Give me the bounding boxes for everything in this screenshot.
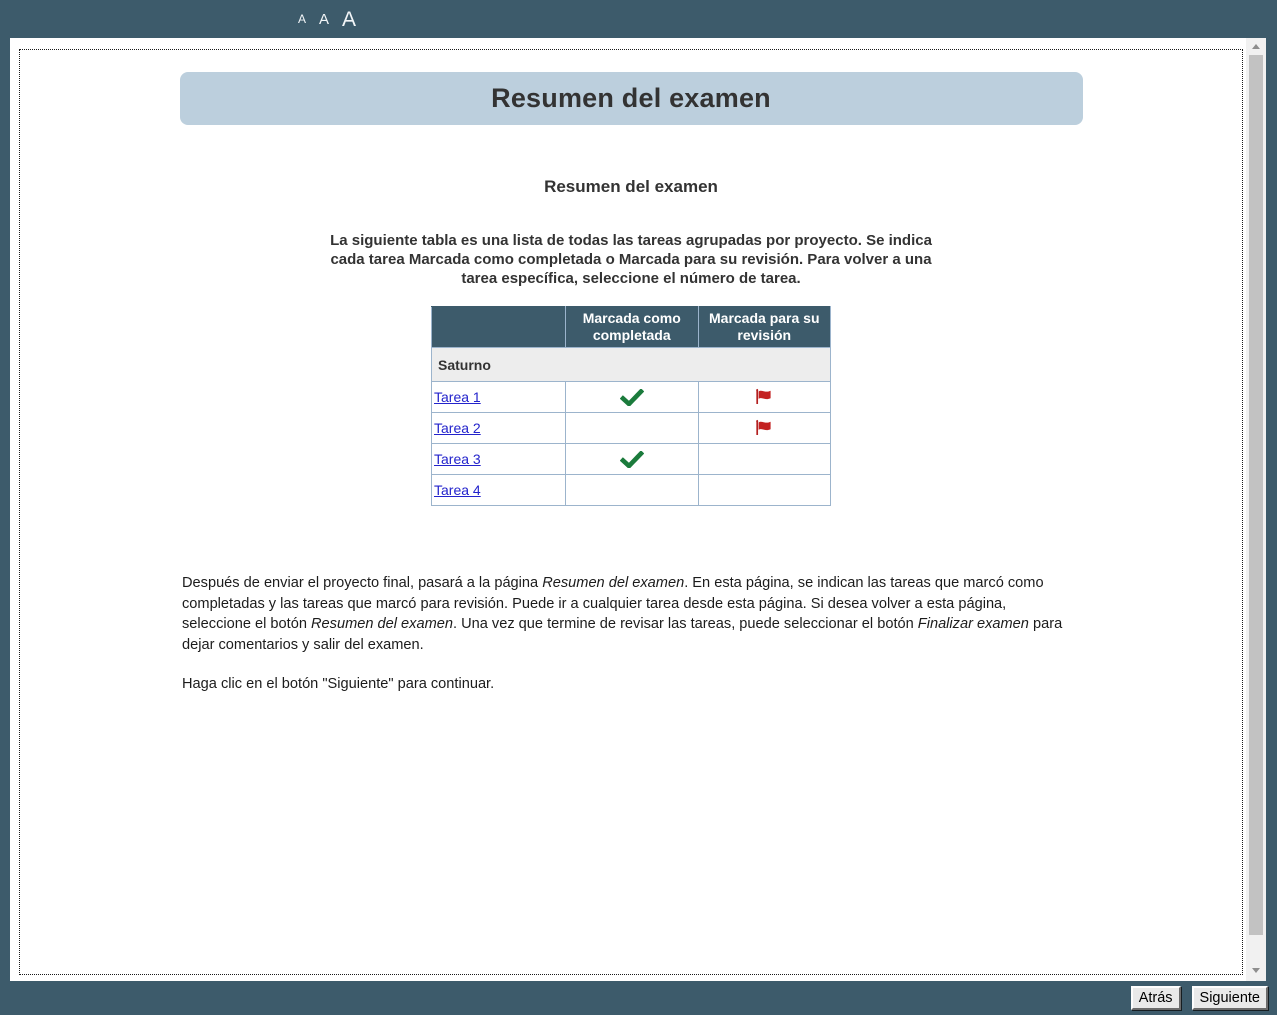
table-row <box>432 475 831 506</box>
font-size-large-button[interactable]: A <box>342 7 357 31</box>
completed-cell <box>566 413 699 444</box>
header-task <box>432 307 566 348</box>
check-icon <box>620 389 644 406</box>
scrollbar-thumb[interactable] <box>1249 55 1263 935</box>
task-link[interactable]: Tarea 4 <box>434 482 481 498</box>
review-cell <box>698 475 831 506</box>
content-window <box>10 38 1266 981</box>
completed-cell <box>566 382 699 413</box>
header-review: Marcada para su revisión <box>698 307 831 348</box>
completed-cell <box>566 475 699 506</box>
check-icon <box>620 451 644 468</box>
task-cell <box>432 475 566 506</box>
group-row <box>432 348 831 382</box>
scroll-down-button[interactable] <box>1246 962 1266 978</box>
intro-text: La siguiente tabla es una lista de todas las tareas agrupadas por proyecto. Se indica cada tarea Marcada como completada o Marcada para su revisión. Para volver a una tarea específica, seleccione el número de tarea. <box>330 232 932 287</box>
exam-summary-table <box>431 306 831 506</box>
arrow-down-icon <box>1252 968 1260 973</box>
table-row <box>432 382 831 413</box>
description: Después de enviar el proyecto final, pasará a la página Resumen del examen. En esta página, se indican las tareas que marcó como completadas y las tareas que marcó para revisión. Puede ir a cualquier tarea desde esta página. Si desea volver a esta página, seleccione el botón Resumen del examen. Una vez que termine de revisar las tareas, puede seleccionar el botón Finalizar examen para dejar comentarios y salir del examen. <box>182 575 1063 653</box>
next-button[interactable]: Siguiente <box>1192 986 1268 1010</box>
font-size-toolbar <box>0 0 1277 38</box>
task-cell <box>432 382 566 413</box>
header-completed: Marcada como completada <box>566 307 699 348</box>
table-row <box>432 444 831 475</box>
task-cell <box>432 413 566 444</box>
font-size-small-button[interactable]: A <box>298 12 307 26</box>
table-header-row <box>432 307 831 348</box>
flag-icon <box>754 388 774 406</box>
section-subtitle: Resumen del examen <box>544 177 718 196</box>
task-link[interactable]: Tarea 2 <box>434 420 481 436</box>
back-button[interactable]: Atrás <box>1131 986 1181 1010</box>
exam-summary-table-body <box>432 348 831 506</box>
scroll-up-button[interactable] <box>1246 38 1266 54</box>
completed-cell <box>566 444 699 475</box>
review-cell <box>698 382 831 413</box>
content-area <box>19 49 1243 975</box>
review-cell <box>698 444 831 475</box>
navigation-bar <box>0 981 1277 1015</box>
page-title: Resumen del examen <box>491 83 771 113</box>
review-cell <box>698 413 831 444</box>
task-cell <box>432 444 566 475</box>
task-link[interactable]: Tarea 3 <box>434 451 481 467</box>
page-title-banner <box>180 72 1083 125</box>
task-link[interactable]: Tarea 1 <box>434 389 481 405</box>
arrow-up-icon <box>1252 44 1260 49</box>
footer-instruction: Haga clic en el botón "Siguiente" para continuar. <box>182 676 495 692</box>
scrollbar[interactable] <box>1246 38 1266 981</box>
table-row <box>432 413 831 444</box>
font-size-medium-button[interactable]: A <box>319 10 330 28</box>
group-label: Saturno <box>432 348 831 382</box>
flag-icon <box>754 419 774 437</box>
